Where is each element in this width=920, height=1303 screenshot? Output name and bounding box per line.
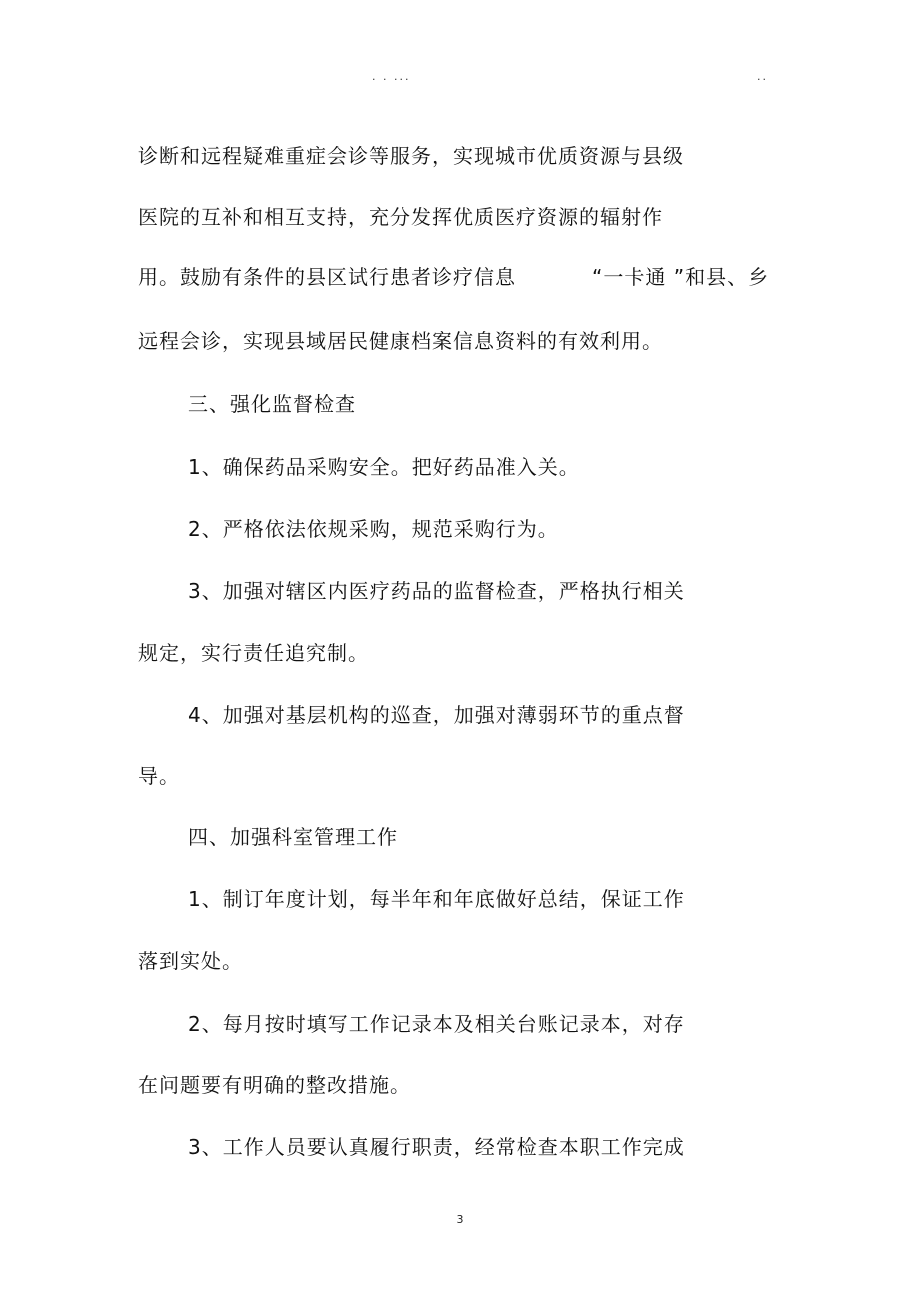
section-heading: 四、加强科室管理工作 [188, 825, 398, 849]
header-marks-left: . . ... [372, 70, 411, 83]
list-item: 4、加强对基层机构的巡查，加强对薄弱环节的重点督 [188, 703, 685, 727]
section-heading: 三、强化监督检查 [188, 392, 356, 416]
list-item: 1、确保药品采购安全。把好药品准入关。 [188, 455, 580, 479]
paragraph-line: 在问题要有明确的整改措施。 [138, 1073, 411, 1097]
list-item: 3、加强对辖区内医疗药品的监督检查，严格执行相关 [188, 579, 685, 603]
paragraph-line: 落到实处。 [138, 949, 243, 973]
header-marks-right: .. [757, 70, 768, 83]
page-number: 3 [456, 1213, 464, 1226]
list-item: 1、制订年度计划，每半年和年底做好总结，保证工作 [188, 887, 685, 911]
paragraph-line: 导。 [138, 764, 180, 788]
paragraph-line: 规定，实行责任追究制。 [138, 641, 369, 665]
paragraph-line: 诊断和远程疑难重症会诊等服务，实现城市优质资源与县级 [138, 144, 684, 168]
paragraph-line-quote: “一卡通 ”和县、乡 [592, 265, 770, 289]
paragraph-line: 远程会诊，实现县域居民健康档案信息资料的有效利用。 [138, 329, 663, 353]
list-item: 3、工作人员要认真履行职责，经常检查本职工作完成 [188, 1135, 685, 1159]
paragraph-line: 用。鼓励有条件的县区试行患者诊疗信息 [138, 265, 516, 289]
list-item: 2、每月按时填写工作记录本及相关台账记录本，对存 [188, 1012, 685, 1036]
paragraph-line: 医院的互补和相互支持，充分发挥优质医疗资源的辐射作 [138, 205, 663, 229]
list-item: 2、严格依法依规采购，规范采购行为。 [188, 517, 559, 541]
